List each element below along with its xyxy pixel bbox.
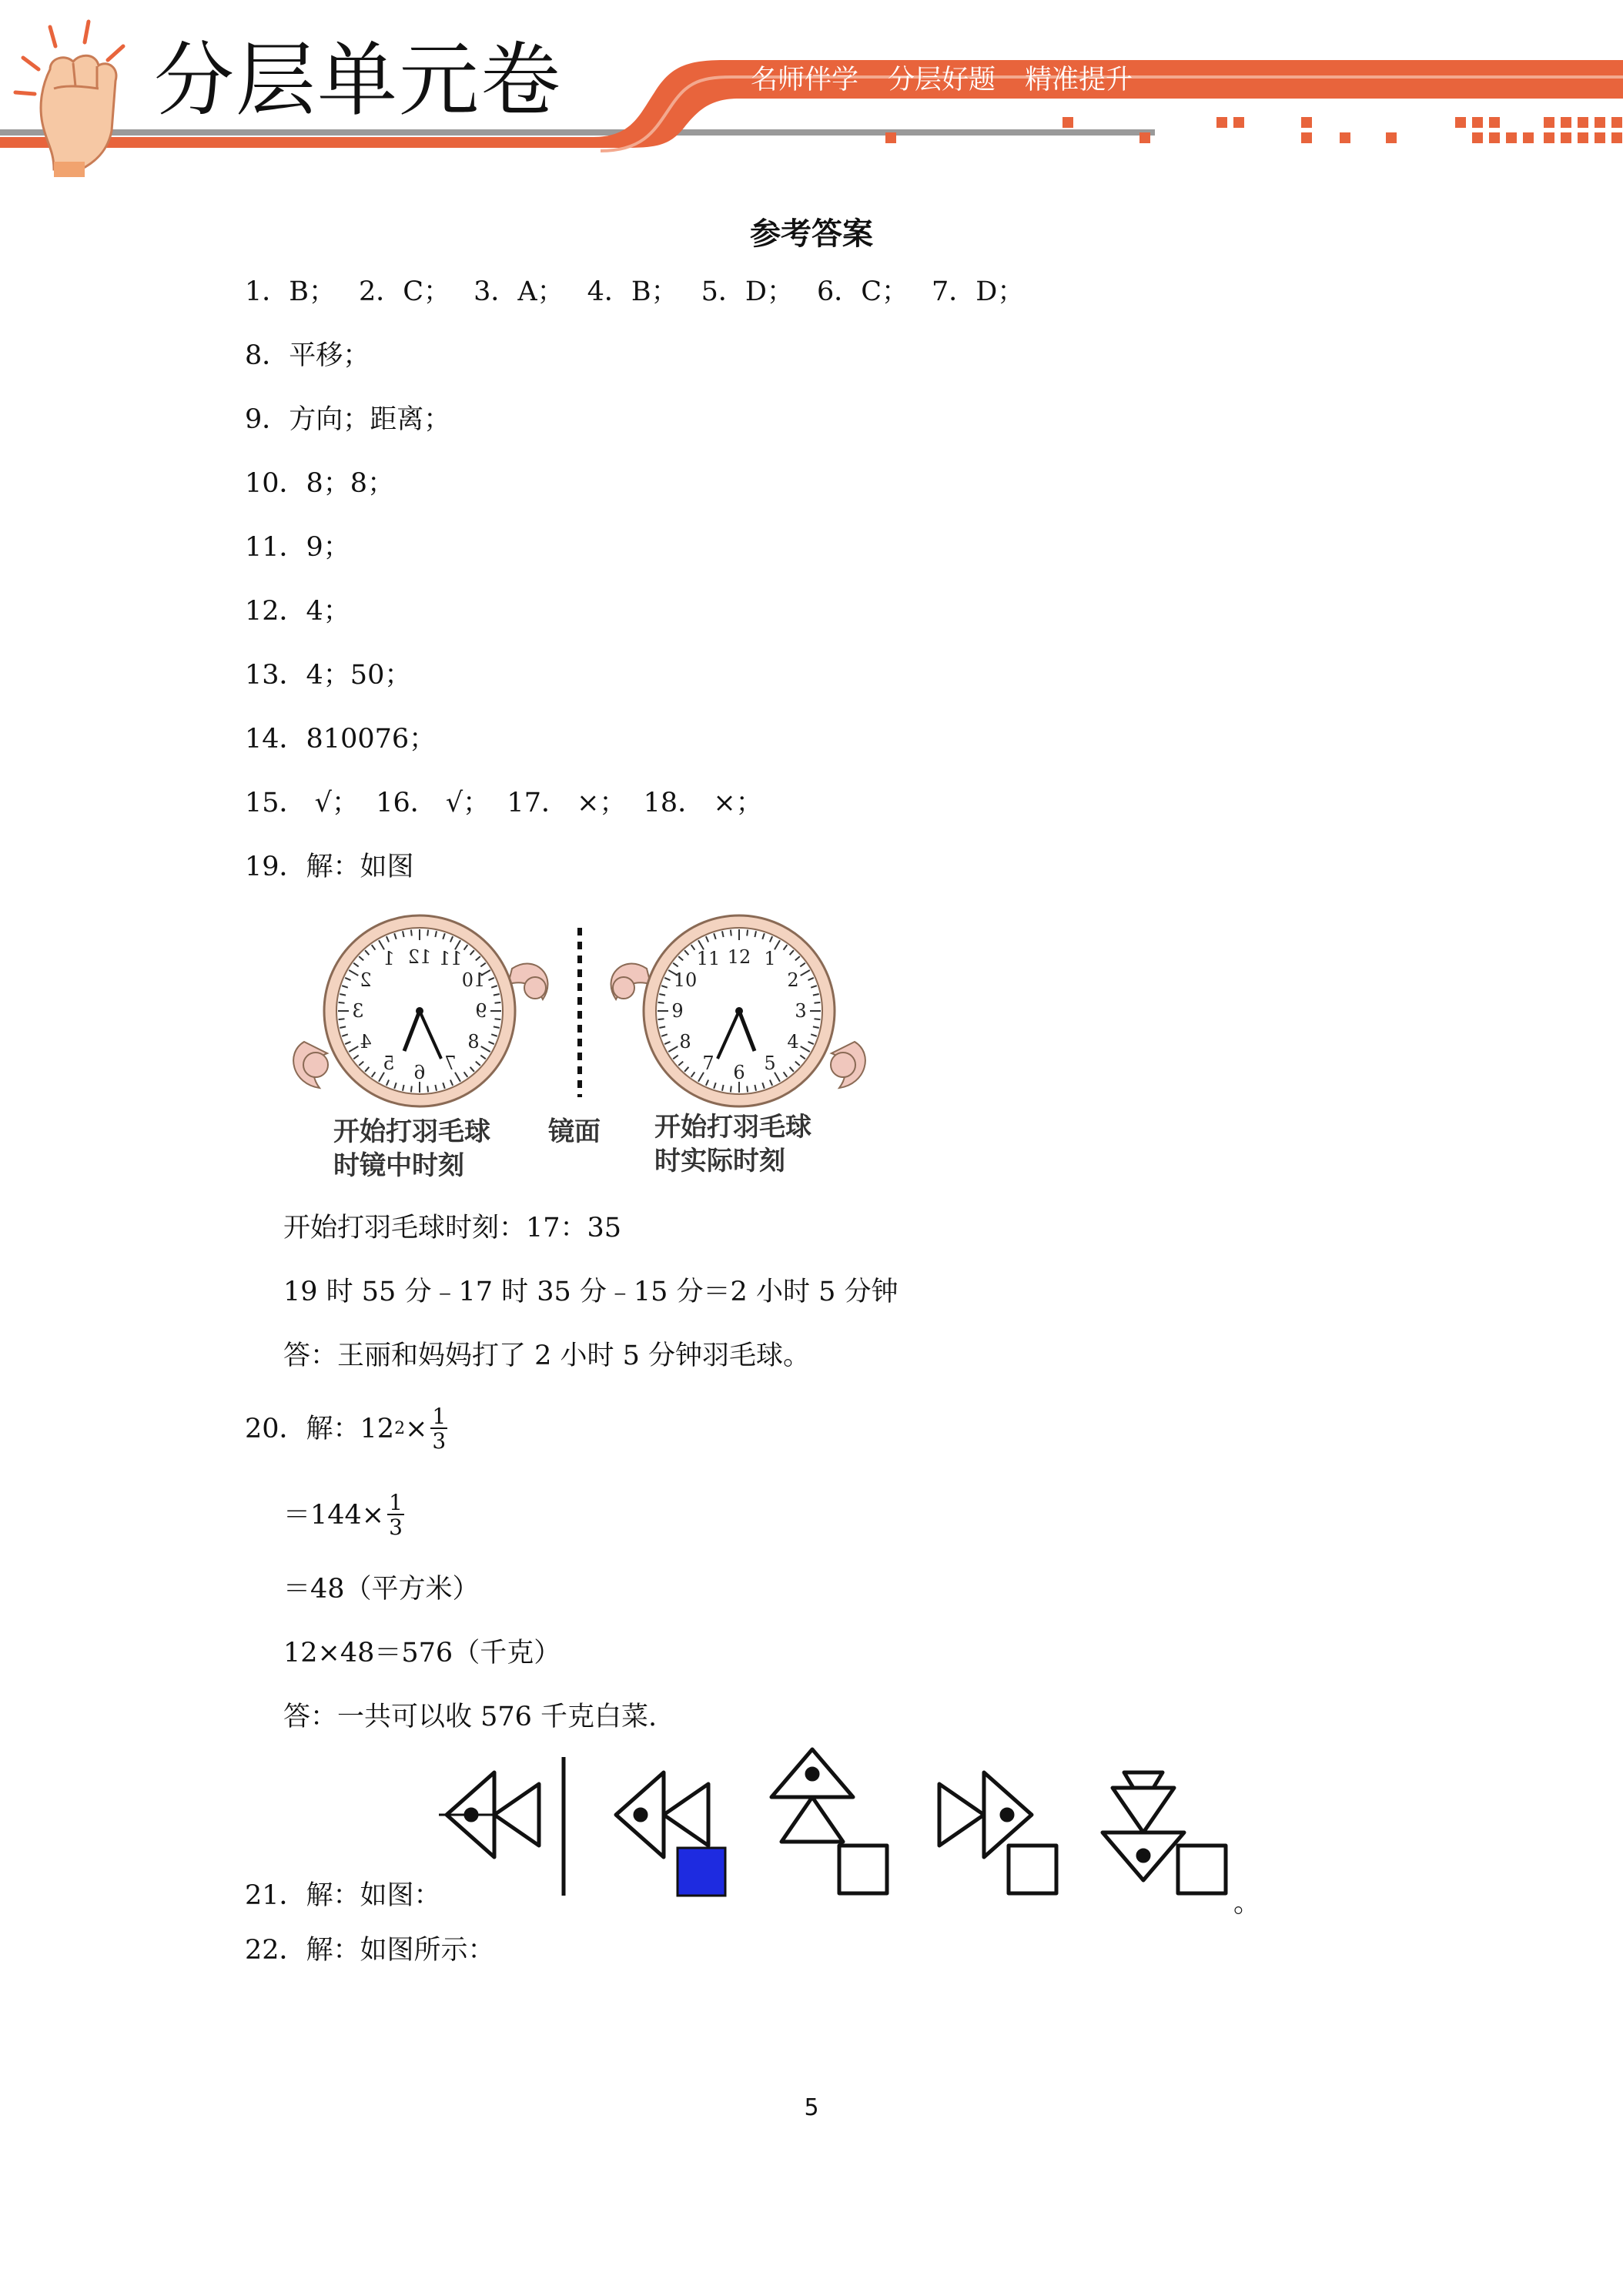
clock-tick [427,930,428,936]
clock-tick [495,1002,501,1003]
fish-shape-2 [616,1772,708,1857]
answer-20-exponent: 2 [394,1419,406,1438]
actual-caption-line-1: 开始打羽毛球 [654,1112,812,1143]
answer-12: 12．4； [245,596,350,627]
answer-22: 22．解：如图所示： [245,1935,495,1966]
mirror-num-1: 1 [383,948,395,969]
fraction-denominator: 3 [432,1428,447,1454]
actual-num-10: 10 [673,969,698,991]
mirror-num-11: 11 [438,948,463,969]
clock-tick [747,930,748,936]
answer-21-period: 。 [1233,1888,1261,1919]
mirror-caption-line-2: 时镜中时刻 [333,1150,464,1182]
answer-20-times: × [405,1413,428,1444]
mirror-num-6: 6 [413,1062,426,1083]
clock-tick [427,1086,428,1093]
answer-19-start-time: 开始打羽毛球时刻：17：35 [283,1213,622,1243]
actual-num-3: 3 [795,1000,807,1022]
answer-14: 14．810076； [245,724,437,755]
fraction-numerator-2: 1 [389,1490,403,1515]
answer-20-conclusion: 答：一共可以收 576 千克白菜. [283,1702,658,1732]
mirror-num-12: 12 [407,946,432,968]
fraction-one-third-2 [387,1492,404,1538]
fish-shape-5 [1103,1772,1226,1893]
mirror-num-8: 8 [467,1031,480,1053]
mirror-caption-line-1: 开始打羽毛球 [333,1116,490,1147]
mc-answer-5: 5．D； [701,276,794,307]
mirror-clock [293,915,547,1106]
actual-num-12: 12 [727,946,751,968]
answer-9: 9．方向；距离； [245,404,451,435]
actual-num-4: 4 [787,1031,799,1053]
fish-shape-3 [771,1749,887,1893]
doc-title: 参考答案 [750,216,873,252]
brand-title: 分层单元卷 [154,33,563,127]
slogan-1: 名师伴学 [751,65,859,95]
mirror-line-caption: 镜面 [548,1116,601,1147]
fraction-denominator-2: 3 [389,1514,403,1540]
answer-19-conclusion: 答：王丽和妈妈打了 2 小时 5 分钟羽毛球。 [283,1340,811,1371]
actual-num-6: 6 [733,1062,745,1083]
answer-20-b-prefix: ＝144× [283,1499,385,1531]
slogan-2: 分层好题 [888,65,996,95]
mc-answer-7: 7．D； [932,276,1025,307]
mc-answer-6: 6．C； [816,276,909,307]
mirror-num-2: 2 [360,969,372,991]
answer-13: 13．4；50； [245,660,412,691]
mc-answer-3: 3．A； [474,276,564,307]
clock-tick [411,1086,412,1093]
answer-11: 11．9； [245,532,350,563]
answer-10: 10．8；8； [245,468,395,499]
answer-8: 8．平移； [245,340,370,371]
fraction-one-third [430,1406,447,1452]
mirror-num-5: 5 [383,1053,395,1074]
answer-20-weight: 12×48＝576（千克） [283,1638,561,1668]
answer-20-line-2 [283,1492,404,1538]
answer-19-calc: 19 时 55 分﹣17 时 35 分﹣15 分＝2 小时 5 分钟 [283,1277,899,1307]
actual-num-11: 11 [696,948,721,969]
actual-clock-caption [654,1110,812,1178]
actual-num-9: 9 [671,1000,684,1022]
clock-tick [658,1002,664,1003]
clock-tick [815,1002,821,1003]
clock-tick [339,1002,345,1003]
actual-num-1: 1 [764,948,776,969]
answer-20-prefix: 20．解：12 [245,1413,395,1444]
mc-answers [245,276,1047,307]
mc-answer-2: 2．C； [359,276,451,307]
mirror-num-9: 9 [475,1000,487,1022]
actual-num-8: 8 [679,1031,691,1053]
slogan-3: 精准提升 [1025,65,1133,95]
fish-shape-1 [439,1772,539,1857]
page-number: 5 [804,2094,819,2121]
clock-tick [411,930,412,936]
actual-caption-line-2: 时实际时刻 [654,1146,785,1177]
answer-15-18: 15． √； 16． √； 17． ×； 18． ×； [245,788,763,818]
fist-icon [8,15,139,177]
clock-tick [747,1086,748,1093]
header-slogan [751,59,1133,97]
actual-num-7: 7 [702,1053,714,1074]
fish-shape-4 [939,1772,1056,1893]
filled-blue-square [678,1848,725,1896]
mirror-num-7: 7 [444,1053,457,1074]
mc-answer-4: 4．B； [587,276,678,307]
mirror-clock-caption [333,1115,490,1183]
mirror-num-4: 4 [360,1031,372,1053]
page-header [0,0,1623,177]
answer-19: 19．解：如图 [245,852,414,882]
mc-answer-1: 1．B； [245,276,336,307]
actual-clock [611,915,865,1106]
fraction-numerator: 1 [432,1404,447,1429]
shape-transform-figure [439,1742,1240,1903]
actual-num-5: 5 [764,1053,776,1074]
mirror-num-10: 10 [461,969,486,991]
answer-21: 21．解：如图： [245,1880,441,1911]
mirror-num-3: 3 [352,1000,364,1022]
answer-20-line-1 [245,1406,447,1452]
answer-20-area: ＝48（平方米） [283,1574,480,1605]
actual-num-2: 2 [787,969,799,991]
